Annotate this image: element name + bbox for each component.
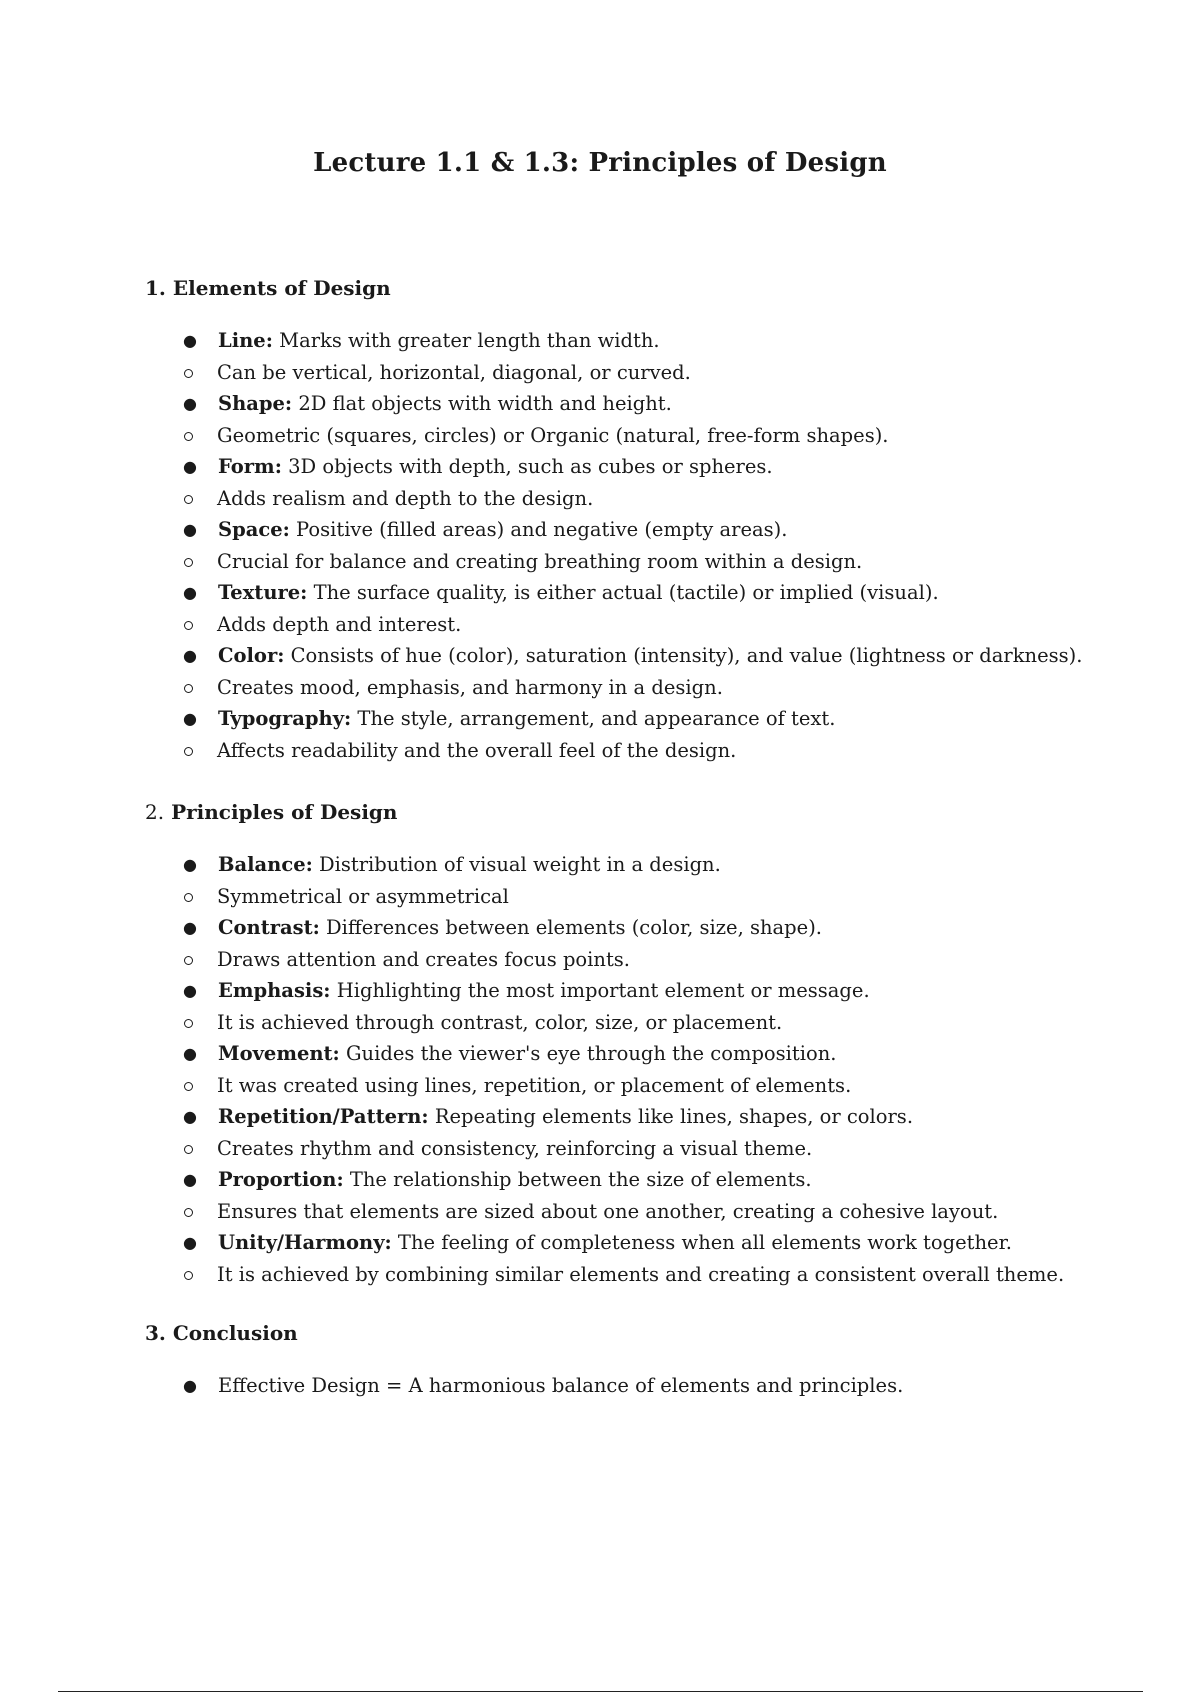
sub-list-item	[145, 944, 1145, 975]
item-term: Texture:	[218, 581, 308, 604]
sub-list-item	[145, 1196, 1145, 1227]
sub-list-item	[145, 1259, 1145, 1290]
hollow-bullet-icon	[184, 369, 193, 378]
bullet-icon: ●	[183, 709, 197, 728]
item-description: Distribution of visual weight in a design.	[312, 853, 721, 876]
sub-list-item	[145, 357, 1145, 388]
sub-list-item	[145, 609, 1145, 640]
sub-item-text: Geometric (squares, circles) or Organic (natural, free-form shapes).	[217, 424, 889, 447]
list-item	[145, 388, 1145, 420]
sub-item-text: Ensures that elements are sized about one another, creating a cohesive layout.	[217, 1200, 999, 1223]
list-item	[145, 640, 1145, 672]
item-term: Unity/Harmony:	[218, 1231, 392, 1254]
section-heading	[145, 1318, 1145, 1348]
bullet-list	[145, 849, 1145, 1290]
sub-list-item	[145, 1070, 1145, 1101]
bullet-icon: ●	[183, 1376, 197, 1395]
sub-item-text: Draws attention and creates focus points.	[217, 948, 631, 971]
list-item	[145, 577, 1145, 609]
bullet-icon: ●	[183, 918, 197, 937]
hollow-bullet-icon	[184, 558, 193, 567]
item-description: The surface quality, is either actual (tactile) or implied (visual).	[307, 581, 939, 604]
list-item	[145, 912, 1145, 944]
section-number: 3.	[145, 1321, 166, 1345]
hollow-bullet-icon	[184, 1019, 193, 1028]
item-description: The style, arrangement, and appearance of text.	[351, 707, 836, 730]
hollow-bullet-icon	[184, 495, 193, 504]
hollow-bullet-icon	[184, 956, 193, 965]
page-title: Lecture 1.1 & 1.3: Principles of Design	[313, 148, 887, 178]
sub-item-text: It is achieved through contrast, color, size, or placement.	[217, 1011, 783, 1034]
sub-list-item	[145, 546, 1145, 577]
item-term: Movement:	[218, 1042, 340, 1065]
sub-item-text: Creates mood, emphasis, and harmony in a design.	[217, 676, 723, 699]
list-item	[145, 1038, 1145, 1070]
bullet-icon: ●	[183, 1107, 197, 1126]
hollow-bullet-icon	[184, 893, 193, 902]
section-title: Elements of Design	[172, 276, 391, 300]
bullet-icon: ●	[183, 331, 197, 350]
item-term: Emphasis:	[218, 979, 331, 1002]
sub-item-text: Crucial for balance and creating breathing room within a design.	[217, 550, 863, 573]
hollow-bullet-icon	[184, 621, 193, 630]
sub-item-text: Can be vertical, horizontal, diagonal, or curved.	[217, 361, 691, 384]
item-term: Repetition/Pattern:	[218, 1105, 429, 1128]
hollow-bullet-icon	[184, 747, 193, 756]
section-principles-of-design	[145, 797, 1145, 1290]
sub-item-text: Adds realism and depth to the design.	[217, 487, 594, 510]
item-description: 2D flat objects with width and height.	[292, 392, 672, 415]
sub-item-text: Symmetrical or asymmetrical	[217, 885, 509, 908]
sub-list-item	[145, 672, 1145, 703]
bullet-list	[145, 325, 1145, 766]
item-description: Differences between elements (color, size, shape).	[319, 916, 822, 939]
sub-list-item	[145, 735, 1145, 766]
bullet-icon: ●	[183, 1233, 197, 1252]
section-number: 2.	[145, 800, 165, 824]
item-description: Effective Design = A harmonious balance of elements and principles.	[218, 1374, 904, 1397]
item-term: Contrast:	[218, 916, 320, 939]
item-term: Space:	[218, 518, 290, 541]
item-description: Positive (filled areas) and negative (empty areas).	[289, 518, 788, 541]
section-elements-of-design	[145, 273, 1145, 766]
list-item	[145, 514, 1145, 546]
item-description: Highlighting the most important element or message.	[330, 979, 870, 1002]
list-item	[145, 1370, 1145, 1402]
section-conclusion	[145, 1318, 1145, 1402]
section-number: 1.	[145, 276, 166, 300]
bullet-icon: ●	[183, 394, 197, 413]
bullet-icon: ●	[183, 646, 197, 665]
page-bottom-rule	[58, 1691, 1143, 1692]
sub-list-item	[145, 483, 1145, 514]
list-item	[145, 451, 1145, 483]
list-item	[145, 1227, 1145, 1259]
bullet-icon: ●	[183, 1044, 197, 1063]
sub-item-text: It was created using lines, repetition, or placement of elements.	[217, 1074, 852, 1097]
item-term: Shape:	[218, 392, 293, 415]
sub-list-item	[145, 1007, 1145, 1038]
section-title: Conclusion	[172, 1321, 298, 1345]
list-item	[145, 1164, 1145, 1196]
list-item	[145, 975, 1145, 1007]
item-description: Guides the viewer's eye through the composition.	[339, 1042, 837, 1065]
bullet-icon: ●	[183, 457, 197, 476]
item-term: Typography:	[218, 707, 352, 730]
item-term: Form:	[218, 455, 282, 478]
hollow-bullet-icon	[184, 1145, 193, 1154]
item-term: Line:	[218, 329, 273, 352]
sub-item-text: It is achieved by combining similar elements and creating a consistent overall theme.	[217, 1263, 1065, 1286]
item-description: Marks with greater length than width.	[272, 329, 660, 352]
list-item	[145, 325, 1145, 357]
item-description: The relationship between the size of elements.	[343, 1168, 812, 1191]
item-term: Balance:	[218, 853, 313, 876]
bullet-icon: ●	[183, 981, 197, 1000]
bullet-icon: ●	[183, 855, 197, 874]
list-item	[145, 849, 1145, 881]
list-item	[145, 703, 1145, 735]
section-heading	[145, 273, 1145, 303]
list-item	[145, 1101, 1145, 1133]
sub-item-text: Adds depth and interest.	[217, 613, 462, 636]
bullet-icon: ●	[183, 1170, 197, 1189]
hollow-bullet-icon	[184, 1208, 193, 1217]
section-heading	[145, 797, 1145, 827]
hollow-bullet-icon	[184, 1082, 193, 1091]
sub-item-text: Affects readability and the overall feel of the design.	[217, 739, 737, 762]
section-title: Principles of Design	[171, 800, 398, 824]
hollow-bullet-icon	[184, 1271, 193, 1280]
bullet-icon: ●	[183, 520, 197, 539]
hollow-bullet-icon	[184, 684, 193, 693]
sub-list-item	[145, 1133, 1145, 1164]
sub-item-text: Creates rhythm and consistency, reinforcing a visual theme.	[217, 1137, 813, 1160]
sub-list-item	[145, 881, 1145, 912]
bullet-list	[145, 1370, 1145, 1402]
item-term: Color:	[218, 644, 285, 667]
hollow-bullet-icon	[184, 432, 193, 441]
item-description: The feeling of completeness when all elements work together.	[391, 1231, 1012, 1254]
item-description: 3D objects with depth, such as cubes or spheres.	[281, 455, 773, 478]
item-description: Repeating elements like lines, shapes, or colors.	[428, 1105, 914, 1128]
sub-list-item	[145, 420, 1145, 451]
item-term: Proportion:	[218, 1168, 344, 1191]
bullet-icon: ●	[183, 583, 197, 602]
item-description: Consists of hue (color), saturation (intensity), and value (lightness or darkness).	[284, 644, 1083, 667]
